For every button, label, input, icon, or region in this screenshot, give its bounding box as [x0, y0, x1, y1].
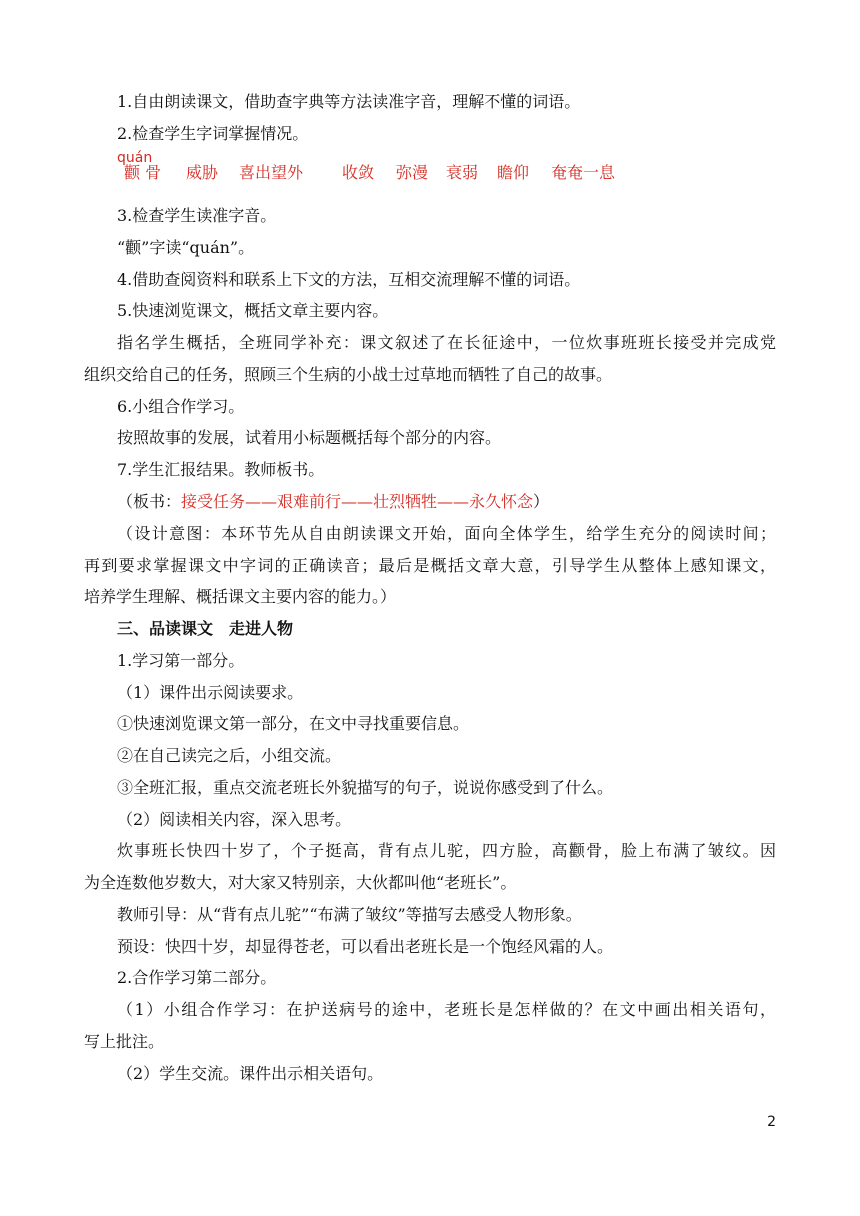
vocab-word: 衰弱	[446, 163, 479, 182]
design-intent-line-1: （设计意图：本环节先从自由朗读课文开始，面向全体学生，给学生充分的阅读时间；	[117, 524, 776, 543]
list-item: ③全班汇报，重点交流老班长外貌描写的句子，说说你感受到了什么。	[117, 778, 614, 797]
paragraph-preset: 预设：快四十岁，却显得苍老，可以看出老班长是一个饱经风霜的人。	[117, 937, 614, 956]
list-item: ①快速浏览课文第一部分，在文中寻找重要信息。	[117, 714, 470, 733]
paragraph-step-2: 2.检查学生字词掌握情况。	[117, 124, 309, 143]
vocab-word: 弥漫	[396, 163, 429, 182]
paragraph-summary-line-2: 组织交给自己的任务，照顾三个生病的小战士过草地而牺牲了自己的故事。	[84, 365, 613, 384]
paragraph-deep-thinking: （2）阅读相关内容，深入思考。	[117, 810, 352, 829]
group-study-line-1: （1）小组合作学习：在护送病号的途中，老班长是怎样做的？在文中画出相关语句，	[117, 1000, 776, 1019]
vocab-word: 奄奄一息	[551, 163, 616, 182]
paragraph-step-4: 4.借助查阅资料和联系上下文的方法，互相交流理解不懂的词语。	[117, 270, 581, 289]
paragraph-teacher-guide: 教师引导：从“背有点儿驼”“布满了皱纹”等描写去感受人物形象。	[117, 905, 582, 924]
board-writing-content: 接受任务——艰难前行——壮烈牺牲——永久怀念	[181, 492, 534, 511]
vocab-word: 瞻仰	[497, 163, 530, 182]
design-intent-line-2: 再到要求掌握课文中字词的正确读音；最后是概括文章大意，引导学生从整体上感知课文，	[84, 556, 776, 575]
page-number: 2	[767, 1114, 776, 1130]
paragraph-summary-line-1: 指名学生概括，全班同学补充：课文叙述了在长征途中，一位炊事班班长接受并完成党	[117, 333, 776, 352]
quote-line-2: 为全连数他岁数大，对大家又特别亲，大伙都叫他“老班长”。	[84, 873, 517, 892]
paragraph-pronunciation: “颧”字读“quán”。	[117, 238, 255, 257]
pinyin-annotation: quán	[117, 150, 153, 166]
design-intent-line-3: 培养学生理解、概括课文主要内容的能力。）	[84, 587, 397, 606]
paragraph-step-6: 6.小组合作学习。	[117, 397, 245, 416]
paragraph-student-exchange: （2）学生交流。课件出示相关语句。	[117, 1064, 384, 1083]
vocab-word: 收敛	[342, 163, 375, 182]
paragraph-step-5: 5.快速浏览课文，概括文章主要内容。	[117, 301, 389, 320]
board-writing-suffix: ）	[533, 492, 550, 511]
vocab-word: 颧 骨	[124, 163, 162, 182]
group-study-line-2: 写上批注。	[84, 1032, 165, 1051]
quote-line-1: 炊事班长快四十岁了，个子挺高，背有点儿驼，四方脸，高颧骨，脸上布满了皱纹。因	[117, 841, 776, 860]
section-heading: 三、品读课文 走进人物	[117, 619, 294, 638]
paragraph-part-2: 2.合作学习第二部分。	[117, 968, 277, 987]
paragraph-reading-requirement: （1）课件出示阅读要求。	[117, 683, 304, 702]
paragraph-step-3: 3.检查学生读准字音。	[117, 206, 277, 225]
board-writing-prefix: （板书：	[117, 492, 182, 511]
paragraph-part-1: 1.学习第一部分。	[117, 651, 245, 670]
vocab-word: 喜出望外	[239, 163, 304, 182]
paragraph-step-7: 7.学生汇报结果。教师板书。	[117, 460, 325, 479]
paragraph-step-1: 1.自由朗读课文，借助查字典等方法读准字音，理解不懂的词语。	[117, 92, 581, 111]
paragraph-subtitle-task: 按照故事的发展，试着用小标题概括每个部分的内容。	[117, 428, 502, 447]
vocab-word: 威胁	[186, 163, 219, 182]
list-item: ②在自己读完之后，小组交流。	[117, 746, 342, 765]
board-writing	[117, 492, 549, 512]
